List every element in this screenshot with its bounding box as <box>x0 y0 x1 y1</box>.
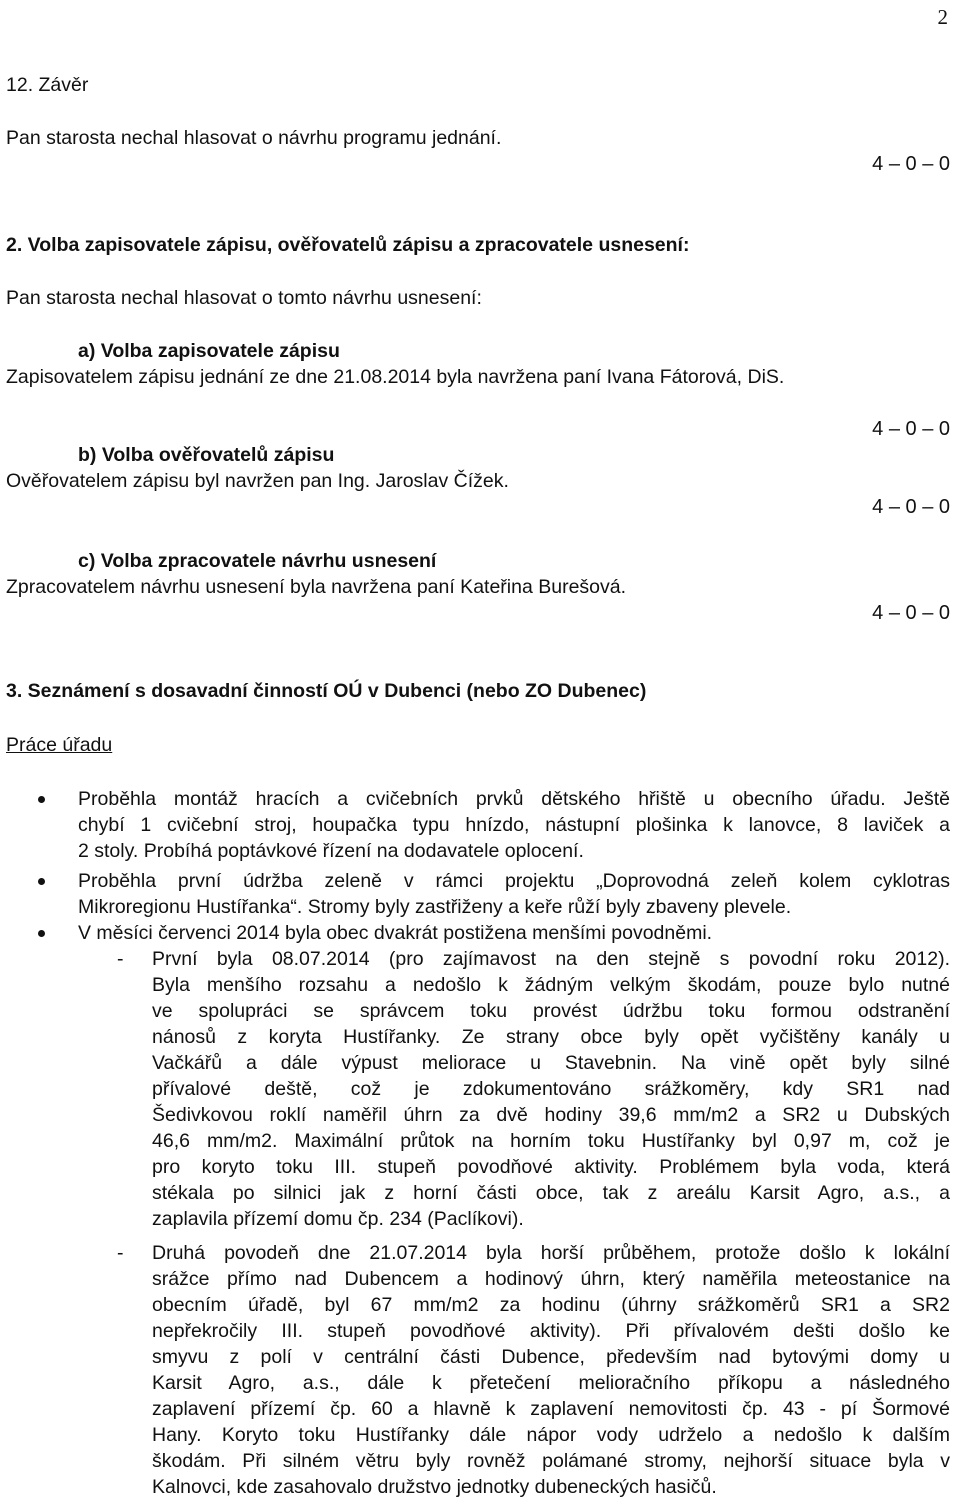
dash-1-line-7: Šedivkovou roklí naměřil úhrn za dvě hodiny 39,6 mm/m2 a SR2 u Dubských <box>152 1104 950 1126</box>
dash-1-line-5: Vačkářů a dále výpust meliorace u Stavebnin. Na vině opět byly silné <box>152 1052 950 1074</box>
section-2a-text: Zapisovatelem zápisu jednání ze dne 21.08.2014 byla navržena paní Ivana Fátorová, DiS. <box>6 366 785 388</box>
section-2b-heading: b) Volba ověřovatelů zápisu <box>78 444 335 466</box>
bullet-2-line-1: Proběhla první údržba zeleně v rámci projektu „Doprovodná zeleň kolem cyklotras <box>78 870 950 892</box>
section-12-vote: 4 – 0 – 0 <box>872 153 950 175</box>
dash-1-line-3: ve spolupráci se správcem toku provést údržbu toku formou odstranění <box>152 1000 950 1022</box>
dash-2-line-7: zaplavení přízemí čp. 60 a hlavně k zaplavení nemovitosti čp. 43 - pí Šormové <box>152 1398 950 1420</box>
section-12-text: Pan starosta nechal hlasovat o návrhu programu jednání. <box>6 127 502 149</box>
section-2-heading: 2. Volba zapisovatele zápisu, ověřovatelů zápisu a zpracovatele usnesení: <box>6 234 690 256</box>
dash-2-line-6: Karsit Agro, a.s., dále k přetečení melioračního příkopu a následného <box>152 1372 950 1394</box>
bullet-1-line-3: 2 stoly. Probíhá poptávkové řízení na dodavatele oplocení. <box>78 840 584 862</box>
dash-2-line-10: Kalnovci, kde zasahovalo družstvo jednotky dubeneckých hasičů. <box>152 1476 717 1498</box>
section-2c-heading: c) Volba zpracovatele návrhu usnesení <box>78 550 437 572</box>
dash-2-line-8: Hany. Koryto toku Hustířanky dále nápor vody udrželo a nedošlo k dalším <box>152 1424 950 1446</box>
dash-1-line-6: přívalové deště, což je zdokumentováno srážkoměry, kdy SR1 nad <box>152 1078 950 1100</box>
dash-2-line-2: srážce přímo nad Dubencem a hodinový úhrn, který naměřila meteostanice na <box>152 1268 950 1290</box>
bullet-icon <box>38 878 45 885</box>
bullet-2-line-2: Mikroregionu Hustířanka“. Stromy byly zastřiženy a keře růží byly zbaveny plevele. <box>78 896 792 918</box>
dash-icon: - <box>117 948 124 970</box>
section-2a-heading: a) Volba zapisovatele zápisu <box>78 340 340 362</box>
dash-2-line-1: Druhá povodeň dne 21.07.2014 byla horší průběhem, protože došlo k lokální <box>152 1242 950 1264</box>
bullet-1-line-1: Proběhla montáž hracích a cvičebních prvků dětského hřiště u obecního úřadu. Ještě <box>78 788 950 810</box>
section-2c-vote: 4 – 0 – 0 <box>872 602 950 624</box>
section-2c-text: Zpracovatelem návrhu usnesení byla navržena paní Kateřina Burešová. <box>6 576 627 598</box>
section-3-subheading <box>6 732 112 758</box>
section-2b-vote: 4 – 0 – 0 <box>872 496 950 518</box>
section-3-heading: 3. Seznámení s dosavadní činností OÚ v Dubenci (nebo ZO Dubenec) <box>6 680 647 702</box>
dash-1-line-10: stékala po silnici jak z horní části obce, tak z areálu Karsit Agro, a.s., a <box>152 1182 950 1204</box>
section-2b-text: Ověřovatelem zápisu byl navržen pan Ing. Jaroslav Čížek. <box>6 470 509 492</box>
dash-1-line-11: zaplavila přízemí domu čp. 234 (Paclíkovi). <box>152 1208 524 1230</box>
bullet-icon <box>38 930 45 937</box>
page-number: 2 <box>937 5 948 29</box>
dash-1-line-8: 46,6 mm/m2. Maximální průtok na horním toku Hustířanky byl 0,97 m, což je <box>152 1130 950 1152</box>
section-12-heading: 12. Závěr <box>6 74 89 96</box>
section-2a-vote: 4 – 0 – 0 <box>872 418 950 440</box>
dash-1-line-1: První byla 08.07.2014 (pro zajímavost na den stejně s povodní roku 2012). <box>152 948 950 970</box>
dash-2-line-3: obecním úřadě, byl 67 mm/m2 za hodinu (úhrny srážkoměrů SR1 a SR2 <box>152 1294 950 1316</box>
bullet-icon <box>38 796 45 803</box>
section-2-intro: Pan starosta nechal hlasovat o tomto návrhu usnesení: <box>6 287 482 309</box>
dash-2-line-9: škodám. Při silném větru byly rovněž polámané stromy, nejhorší situace byla v <box>152 1450 950 1472</box>
dash-icon: - <box>117 1242 124 1264</box>
dash-1-line-4: nánosů z koryta Hustířanky. Ze strany obce byly opět vyčištěny kanály u <box>152 1026 950 1048</box>
bullet-3-line-1: V měsíci červenci 2014 byla obec dvakrát postižena menšími povodněmi. <box>78 922 713 944</box>
dash-1-line-9: pro koryto toku III. stupeň povodňové aktivity. Problémem byla voda, která <box>152 1156 950 1178</box>
section-3-subheading-text: Práce úřadu <box>6 734 113 756</box>
dash-2-line-5: smyvu z polí v centrální části Dubence, především nad bytovými domy u <box>152 1346 950 1368</box>
dash-2-line-4: nepřekročily III. stupeň povodňové aktivity). Při přívalovém dešti došlo ke <box>152 1320 950 1342</box>
dash-1-line-2: Byla menšího rozsahu a nedošlo k žádným velkým škodám, pouze bylo nutné <box>152 974 950 996</box>
bullet-1-line-2: chybí 1 cvičební stroj, houpačka typu hnízdo, nástupní plošinka k lanovce, 8 laviček a <box>78 814 950 836</box>
